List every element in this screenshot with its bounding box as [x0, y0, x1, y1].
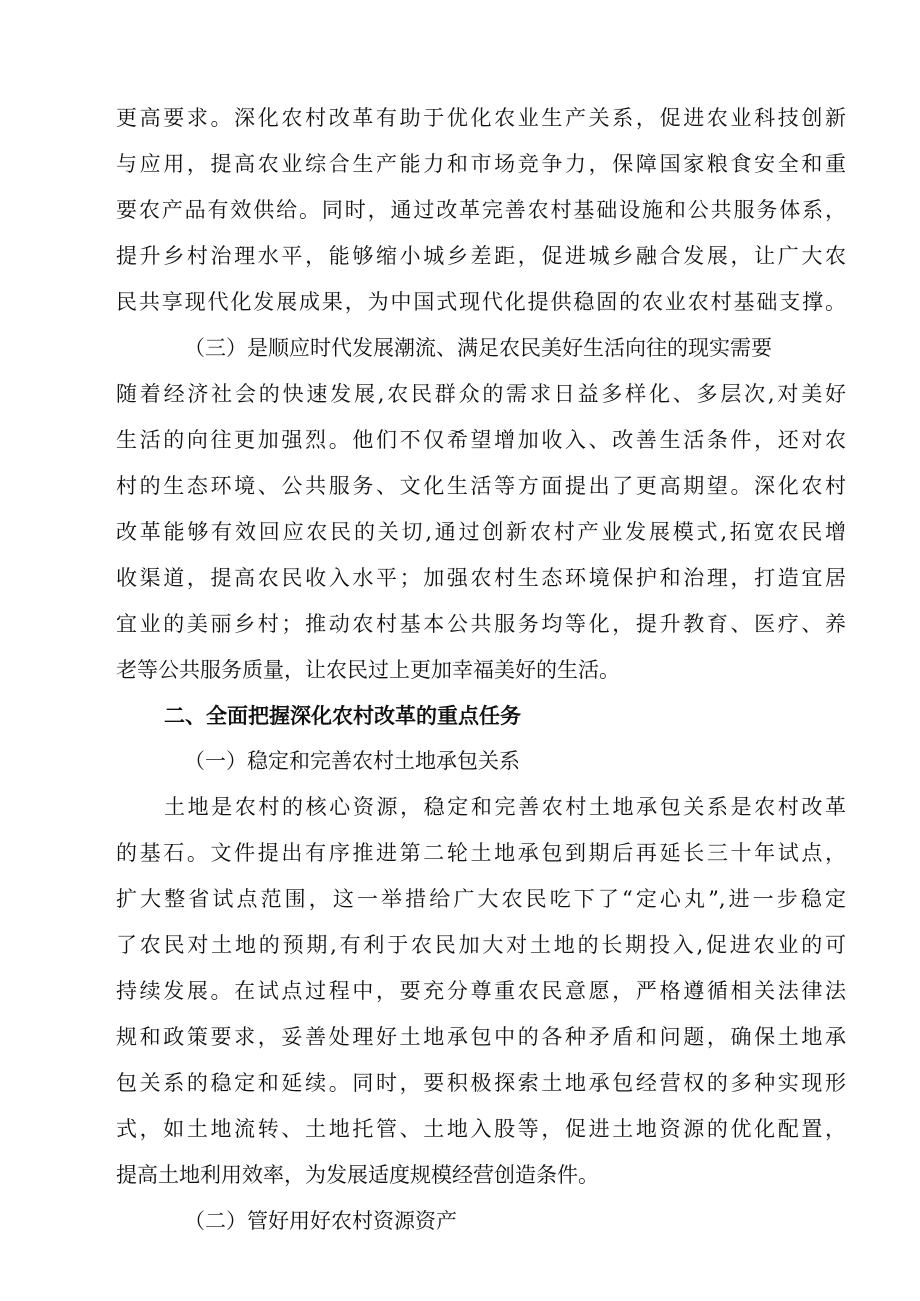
body-text-line: 包关系的稳定和延续。同时，要积极探索土地承包经营权的多种实现形	[116, 1071, 846, 1095]
body-text-line: 了农民对土地的预期,有利于农民加大对土地的长期投入,促进农业的可	[116, 933, 846, 957]
body-text-line: 宜业的美丽乡村；推动农村基本公共服务均等化，提升教育、医疗、养	[116, 612, 846, 636]
subheading-2: （二）管好用好农村资源资产	[184, 1209, 457, 1233]
body-text-line: 与应用，提高农业综合生产能力和市场竞争力，保障国家粮食安全和重	[116, 152, 846, 176]
body-text-line: 规和政策要求，妥善处理好土地承包中的各种矛盾和问题，确保土地承	[116, 1025, 846, 1049]
body-text-line: 生活的向往更加强烈。他们不仅希望增加收入、改善生活条件，还对农	[116, 428, 846, 452]
body-text-line: 更高要求。深化农村改革有助于优化农业生产关系，促进农业科技创新	[116, 106, 846, 130]
subheading-3: （三）是顺应时代发展潮流、满足农民美好生活向往的现实需要	[184, 336, 772, 360]
body-text-line: 老等公共服务质量，让农民过上更加幸福美好的生活。	[116, 658, 620, 682]
body-text-line: 要农产品有效供给。同时，通过改革完善农村基础设施和公共服务体系，	[116, 198, 846, 222]
body-text-line: 民共享现代化发展成果，为中国式现代化提供稳固的农业农村基础支撑。	[116, 290, 846, 314]
body-text-line: 收渠道，提高农民收入水平；加强农村生态环境保护和治理，打造宜居	[116, 566, 846, 590]
body-text-line: 的基石。文件提出有序推进第二轮土地承包到期后再延长三十年试点，	[116, 841, 846, 865]
body-text-line: 改革能够有效回应农民的关切,通过创新农村产业发展模式,拓宽农民增	[116, 520, 846, 544]
body-text-line: 持续发展。在试点过程中，要充分尊重农民意愿，严格遵循相关法律法	[116, 979, 846, 1003]
body-text-line: 提高土地利用效率，为发展适度规模经营创造条件。	[116, 1163, 599, 1187]
body-text-line: 随着经济社会的快速发展,农民群众的需求日益多样化、多层次,对美好	[116, 382, 846, 406]
body-text-line: 式，如土地流转、土地托管、土地入股等，促进土地资源的优化配置，	[116, 1117, 846, 1141]
section-heading: 二、全面把握深化农村改革的重点任务	[164, 704, 521, 728]
body-text-line: 土地是农村的核心资源，稳定和完善农村土地承包关系是农村改革	[164, 795, 846, 819]
subheading-1: （一）稳定和完善农村土地承包关系	[184, 749, 520, 773]
body-text-line: 村的生态环境、公共服务、文化生活等方面提出了更高期望。深化农村	[116, 474, 846, 498]
body-text-line: 提升乡村治理水平，能够缩小城乡差距，促进城乡融合发展，让广大农	[116, 244, 846, 268]
body-text-line: 扩大整省试点范围，这一举措给广大农民吃下了“定心丸”,进一步稳定	[116, 887, 846, 911]
